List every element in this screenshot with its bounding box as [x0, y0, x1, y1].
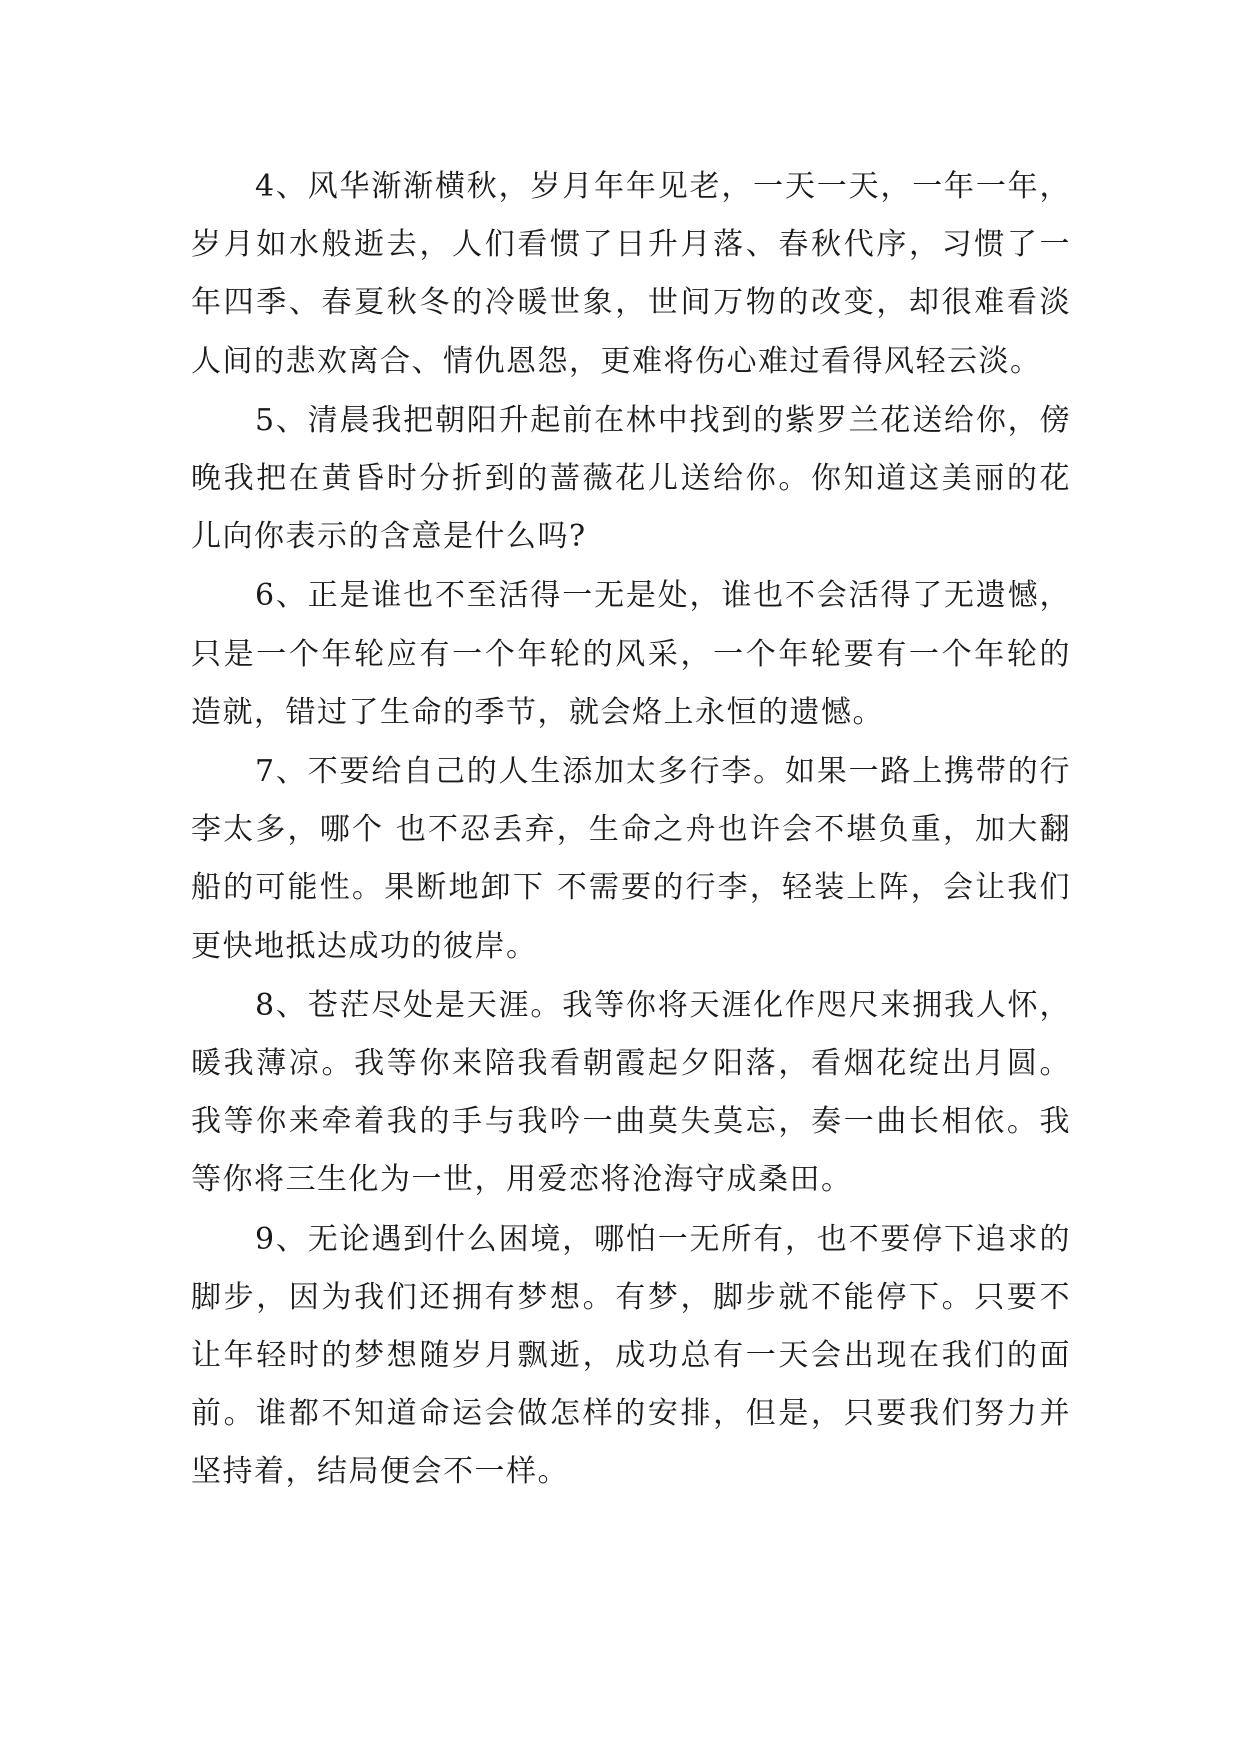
paragraph-6: 6、正是谁也不至活得一无是处，谁也不会活得了无遗憾，只是一个年轮应有一个年轮的风采，一个年轮要有一个年轮的造就，错过了生命的季节，就会烙上永恒的遗憾。 [191, 578, 1071, 730]
document-body [191, 158, 1071, 1503]
paragraph-9: 9、无论遇到什么困境，哪怕一无所有，也不要停下追求的脚步，因为我们还拥有梦想。有梦，脚步就不能停下。只要不让年轻时的梦想随岁月飘逝，成功总有一天会出现在我们的面前。谁都不知道命运会做怎样的安排，但是，只要我们努力并坚持着，结局便会不一样。 [191, 1221, 1071, 1490]
paragraph-8: 8、苍茫尽处是天涯。我等你将天涯化作咫尺来拥我人怀，暖我薄凉。我等你来陪我看朝霞起夕阳落，看烟花绽出月圆。我等你来牵着我的手与我吟一曲莫失莫忘，奏一曲长相依。我等你将三生化为一世，用爱恋将沧海守成桑田。 [191, 987, 1071, 1198]
paragraph-7: 7、不要给自己的人生添加太多行李。如果一路上携带的行李太多，哪个 也不忍丢弃，生命之舟也许会不堪负重，加大翻船的可能性。果断地卸下 不需要的行李，轻装上阵，会让我们更快地抵达成功的彼岸。 [191, 754, 1071, 964]
paragraph-4: 4、风华渐渐横秋，岁月年年见老，一天一天，一年一年，岁月如水般逝去，人们看惯了日升月落、春秋代序，习惯了一年四季、春夏秋冬的冷暖世象，世间万物的改变，却很难看淡人间的悲欢离合、情仇恩怨，更难将伤心难过看得风轻云淡。 [191, 169, 1071, 379]
paragraph-5: 5、清晨我把朝阳升起前在林中找到的紫罗兰花送给你，傍晚我把在黄昏时分折到的蔷薇花儿送给你。你知道这美丽的花儿向你表示的含意是什么吗? [191, 402, 1071, 555]
